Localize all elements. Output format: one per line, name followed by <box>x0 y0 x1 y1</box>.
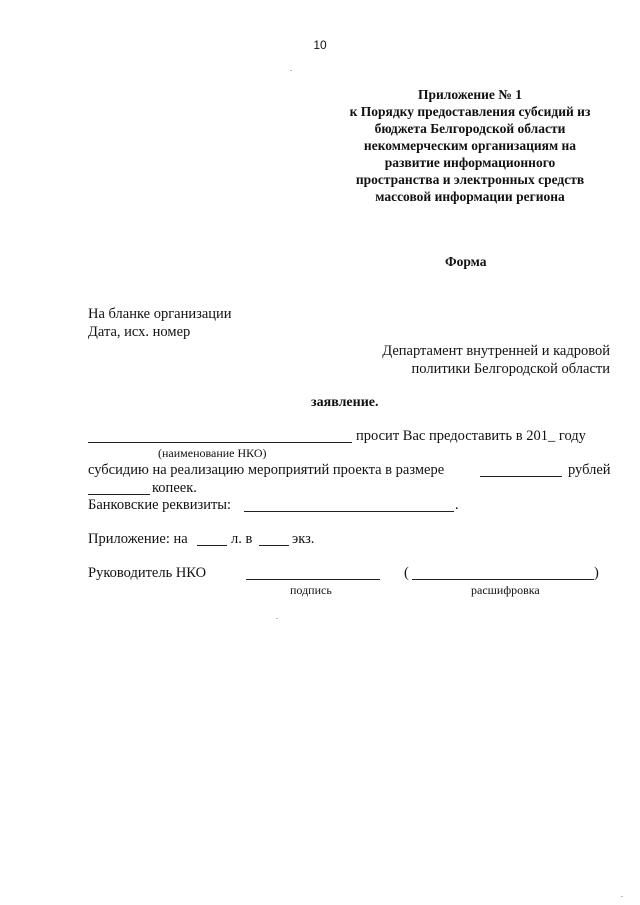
open-paren: ( <box>404 565 409 581</box>
attachment-suffix: экз. <box>292 531 315 547</box>
scan-speck <box>290 70 292 71</box>
appendix-line: бюджета Белгородской области <box>374 121 566 136</box>
scan-speck <box>276 618 278 619</box>
form-label: Форма <box>445 254 487 269</box>
close-paren: ) <box>594 565 599 581</box>
request-text: просит Вас предоставить в 201_ году <box>356 428 586 444</box>
recipient-block <box>382 342 610 378</box>
bank-details-field[interactable] <box>244 511 454 512</box>
appendix-line: массовой информации региона <box>375 189 565 204</box>
appendix-header <box>325 86 615 205</box>
head-label: Руководитель НКО <box>88 565 207 581</box>
letterhead-note: На бланке организации <box>88 306 232 322</box>
appendix-line: некоммерческим организациям на <box>363 138 577 153</box>
name-decode-field[interactable] <box>412 579 594 580</box>
attachment-prefix: Приложение: на <box>88 531 188 547</box>
appendix-line: развитие информационного <box>384 155 556 170</box>
kopecks-label: копеек. <box>152 480 197 496</box>
appendix-line: Приложение № 1 <box>418 87 522 102</box>
signature-caption: подпись <box>290 583 332 597</box>
nko-name-field[interactable] <box>88 442 352 443</box>
appendix-line: пространства и электронных средств <box>355 172 585 187</box>
subsidy-text: субсидию на реализацию мероприятий проекта в размере <box>88 462 445 478</box>
bank-details-label: Банковские реквизиты: <box>88 497 232 513</box>
attachment-sheets-field[interactable] <box>197 545 227 546</box>
recipient-line: Департамент внутренней и кадровой <box>382 343 610 359</box>
appendix-line: к Порядку предоставления субсидий из <box>349 104 591 119</box>
scan-speck <box>621 896 623 897</box>
signature-field[interactable] <box>246 579 380 580</box>
amount-kopecks-field[interactable] <box>88 494 150 495</box>
amount-rubles-field[interactable] <box>480 476 562 477</box>
attachment-mid: л. в <box>231 531 253 547</box>
rubles-label: рублей <box>568 462 611 478</box>
page-number: 10 <box>313 38 327 52</box>
recipient-line: политики Белгородской области <box>411 361 610 377</box>
attachment-copies-field[interactable] <box>259 545 289 546</box>
statement-title: заявление. <box>311 395 379 410</box>
bank-details-end: . <box>455 497 459 513</box>
decode-caption: расшифровка <box>471 583 540 597</box>
date-ref-note: Дата, исх. номер <box>88 324 191 340</box>
nko-name-caption: (наименование НКО) <box>158 446 267 460</box>
